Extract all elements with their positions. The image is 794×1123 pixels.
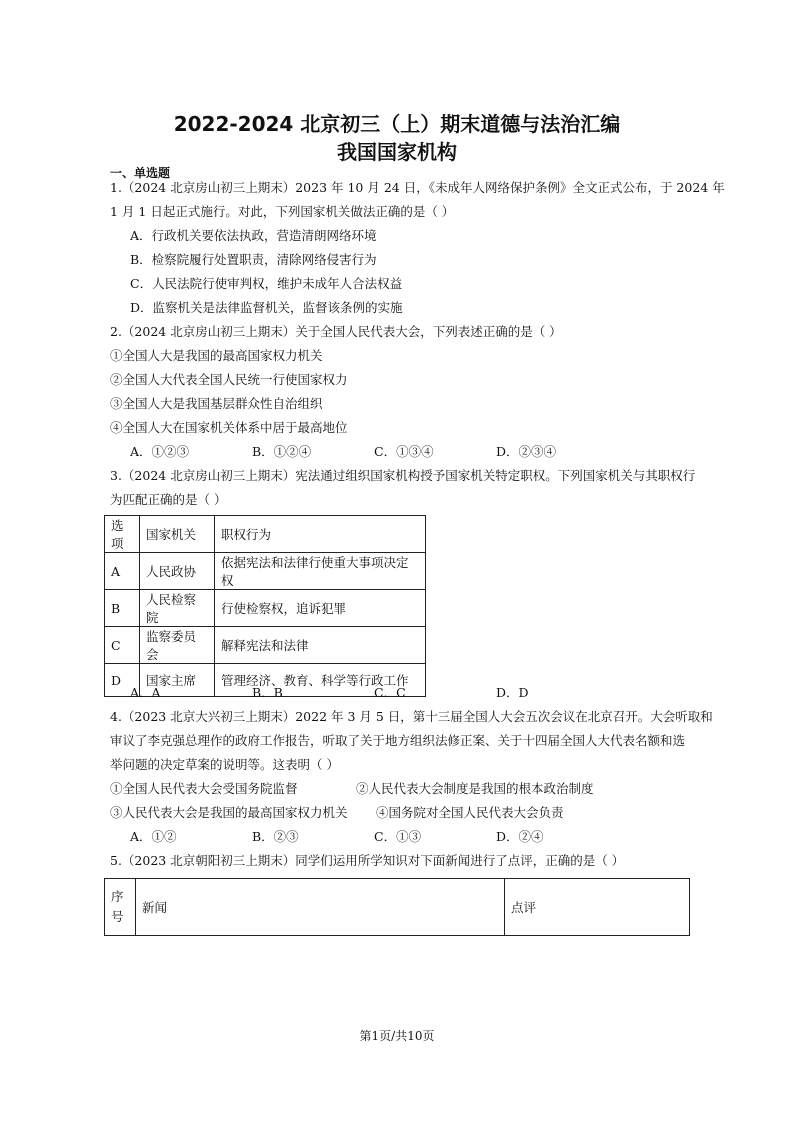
q4-stem-line1: 4.（2023 北京大兴初三上期末）2022 年 3 月 5 日，第十三届全国人大会五次会议在北京召开。大会听取和 xyxy=(110,709,713,724)
q2-statement-4: ④全国人大在国家机关体系中居于最高地位 xyxy=(110,420,348,435)
page-footer: 第1页/共10页 xyxy=(359,1029,435,1043)
q2-option-d: D．②③④ xyxy=(496,444,557,459)
table-cell: C xyxy=(105,627,140,664)
table-cell: 行使检察权，追诉犯罪 xyxy=(215,590,426,627)
table-cell: B xyxy=(105,590,140,627)
q3-table xyxy=(104,515,426,697)
table-header-row xyxy=(105,879,690,936)
q3-option-d: D．D xyxy=(496,685,529,700)
q4-statement-1: ①全国人民代表大会受国务院监督 xyxy=(110,781,298,796)
q2-option-a: A．①②③ xyxy=(130,444,190,459)
q1-stem-line1: 1.（2024 北京房山初三上期末）2023 年 10 月 24 日，《未成年人网络保护条例》全文正式公布，于 2024 年 xyxy=(110,180,725,195)
table-row xyxy=(105,553,426,590)
q1-option-c: C．人民法院行使审判权，维护未成年人合法权益 xyxy=(130,276,403,291)
table-header-cell: 国家机关 xyxy=(140,516,215,553)
q3-option-c: C．C xyxy=(374,685,406,700)
q3-options xyxy=(130,685,618,701)
q4-options xyxy=(130,829,618,845)
q3-stem-line1: 3.（2024 北京房山初三上期末）宪法通过组织国家机构授予国家机关特定职权。下列国家机关与其职权行 xyxy=(110,468,696,483)
q1-option-b: B．检察院履行处置职责，清除网络侵害行为 xyxy=(130,252,377,267)
q2-stem: 2.（2024 北京房山初三上期末）关于全国人民代表大会，下列表述正确的是（ ） xyxy=(110,324,562,339)
q2-statement-3: ③全国人大是我国基层群众性自治组织 xyxy=(110,396,323,411)
q3-stem-line2: 为匹配正确的是（ ） xyxy=(110,492,227,507)
table-cell: 人民检察院 xyxy=(140,590,215,627)
q1-option-a: A．行政机关要依法执政，营造清朗网络环境 xyxy=(130,228,377,243)
q4-option-d: D．②④ xyxy=(496,829,544,844)
q2-option-b: B．①②④ xyxy=(252,444,312,459)
table-cell: 监察委员会 xyxy=(140,627,215,664)
section-heading: 一、单选题 xyxy=(110,166,171,180)
q2-option-c: C．①③④ xyxy=(374,444,434,459)
q4-option-a: A．①② xyxy=(130,829,177,844)
table-cell: A xyxy=(105,553,140,590)
table-cell: 依据宪法和法律行使重大事项决定权 xyxy=(215,553,426,590)
q2-statement-1: ①全国人大是我国的最高国家权力机关 xyxy=(110,348,323,363)
q4-option-b: B．②③ xyxy=(252,829,299,844)
document-title: 2022-2024 北京初三（上）期末道德与法治汇编 xyxy=(173,112,621,136)
q5-table xyxy=(104,878,690,936)
q4-statement-2: ②人民代表大会制度是我国的根本政治制度 xyxy=(356,781,594,796)
table-cell: 人民政协 xyxy=(140,553,215,590)
table-header-cell: 点评 xyxy=(505,879,690,936)
q4-stem-line3: 举问题的决定草案的说明等。这表明（ ） xyxy=(110,757,339,772)
table-cell: 管理经济、教育、科学等行政工作 xyxy=(215,664,426,697)
q2-options xyxy=(130,444,618,460)
table-row xyxy=(105,627,426,664)
q2-statement-2: ②全国人大代表全国人民统一行使国家权力 xyxy=(110,372,348,387)
q1-stem-line2: 1 月 1 日起正式施行。对此，下列国家机关做法正确的是（ ） xyxy=(110,204,455,219)
q4-stem-line2: 审议了李克强总理作的政府工作报告，听取了关于地方组织法修正案、关于十四届全国人大代表名额和选 xyxy=(110,733,686,748)
table-cell: 国家主席 xyxy=(140,664,215,697)
q4-statement-3: ③人民代表大会是我国的最高国家权力机关 xyxy=(110,805,348,820)
q4-statement-4: ④国务院对全国人民代表大会负责 xyxy=(376,805,564,820)
q4-option-c: C．①③ xyxy=(374,829,422,844)
table-header-cell: 序 号 xyxy=(105,879,136,936)
table-header-cell: 职权行为 xyxy=(215,516,426,553)
table-cell: D xyxy=(105,664,140,697)
document-subtitle: 我国国家机构 xyxy=(337,140,457,164)
table-row xyxy=(105,590,426,627)
q1-option-d: D．监察机关是法律监督机关，监督该条例的实施 xyxy=(130,300,403,315)
table-header-row xyxy=(105,516,426,553)
q3-option-a: A．A xyxy=(130,685,161,700)
table-cell: 解释宪法和法律 xyxy=(215,627,426,664)
table-header-cell: 新闻 xyxy=(136,879,505,936)
q5-stem: 5.（2023 北京朝阳初三上期末）同学们运用所学知识对下面新闻进行了点评，正确的是（ ） xyxy=(110,853,625,868)
q3-option-b: B．B xyxy=(252,685,283,700)
table-header-cell: 选项 xyxy=(105,516,140,553)
